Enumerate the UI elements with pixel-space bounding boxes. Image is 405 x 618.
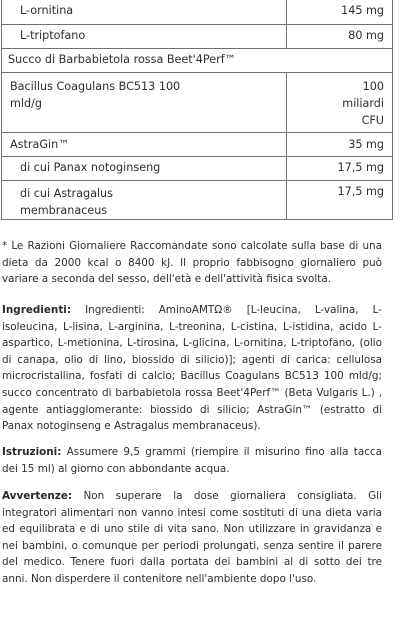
nutrient-value: 145 mg <box>287 0 393 24</box>
nutrient-name-line: mld/g <box>10 96 42 110</box>
nutrient-value-line: 100 <box>362 79 384 93</box>
ingredients-text: Ingredienti: AminoAMTΩ® [L-leucina, L-valina, L-isoleucina, L-lisina, L-arginina, L-treonina, L-cistina, L-istidina, acido L-aspartico, L-metionina, L-tirosina, L-glicina, L-ornitina, L-triptofano, (olio di canapa, olio di lino, biossido di silicio)]; agenti di carica: cellulosa microcristallina, fosfati di calcio; Bacillus Coagulans BC513 100 mld/g; succo concentrato di barbabietola rossa Beet'4Perf™ (Beta Vulgaris L.) , agente antiagglomerante: biossido di silicio; AstraGin™ (estratto di Panax notoginseng e Astragalus membranaceus). <box>2 304 382 433</box>
nutrient-value <box>287 72 393 132</box>
nutrient-value: 35 mg <box>287 132 393 156</box>
nutrient-name <box>2 180 287 219</box>
ingredients-label: Ingredienti: <box>2 304 72 316</box>
nutrient-value: 80 mg <box>287 24 393 48</box>
nutrition-table <box>1 0 393 220</box>
nutrient-name: L-ornitina <box>2 0 287 24</box>
instructions-section <box>2 444 382 477</box>
nutrient-name <box>2 72 287 132</box>
table-row <box>2 132 393 156</box>
nutrient-value-line: miliardi <box>342 96 384 110</box>
nutrient-name: Succo di Barbabietola rossa Beet'4Perf™ <box>2 48 393 72</box>
table-row <box>2 72 393 132</box>
warnings-label: Avvertenze: <box>2 490 73 502</box>
nutrient-name-line: membranaceus <box>20 203 108 217</box>
instructions-text: Assumere 9,5 grammi (riempire il misurino fino alla tacca dei 15 ml) al giorno con abbondante acqua. <box>2 446 382 475</box>
table-row <box>2 180 393 219</box>
rda-note-text: * Le Razioni Giornaliere Raccomandate sono calcolate sulla base di una dieta da 2000 kcal o 8400 kJ. Il proprio fabbisogno giornaliero può variare a seconda del sesso, dell'età e dell'attività fisica svolta. <box>2 240 382 286</box>
table-row <box>2 0 393 24</box>
nutrient-name-line: Bacillus Coagulans BC513 100 <box>10 79 181 93</box>
warnings-section <box>2 488 382 588</box>
table-row <box>2 48 393 72</box>
nutrient-value-line: CFU <box>361 113 384 127</box>
rda-note <box>2 238 382 288</box>
instructions-label: Istruzioni: <box>2 446 62 458</box>
nutrient-name: AstraGin™ <box>2 132 287 156</box>
nutrient-name-line: di cui Astragalus <box>20 186 113 200</box>
nutrient-name: L-triptofano <box>2 24 287 48</box>
nutrient-value: 17,5 mg <box>287 156 393 180</box>
nutrient-value: 17,5 mg <box>287 180 393 219</box>
ingredients-section <box>2 302 382 435</box>
nutrient-name: di cui Panax notoginseng <box>2 156 287 180</box>
warnings-text: Non superare la dose giornaliera consigliata. Gli integratori alimentari non vanno intesi come sostituti di una dieta varia ed equilibrata e di uno stile di vita sano. Non utilizzare in gravidanza e nei bambini, o comunque per periodi prolungati, senza sentire il parere del medico. Tenere fuori dalla portata dei bambini al di sotto dei tre anni. Non disperdere il contenitore nell'ambiente dopo l'uso. <box>2 490 382 585</box>
table-row <box>2 156 393 180</box>
table-row <box>2 24 393 48</box>
